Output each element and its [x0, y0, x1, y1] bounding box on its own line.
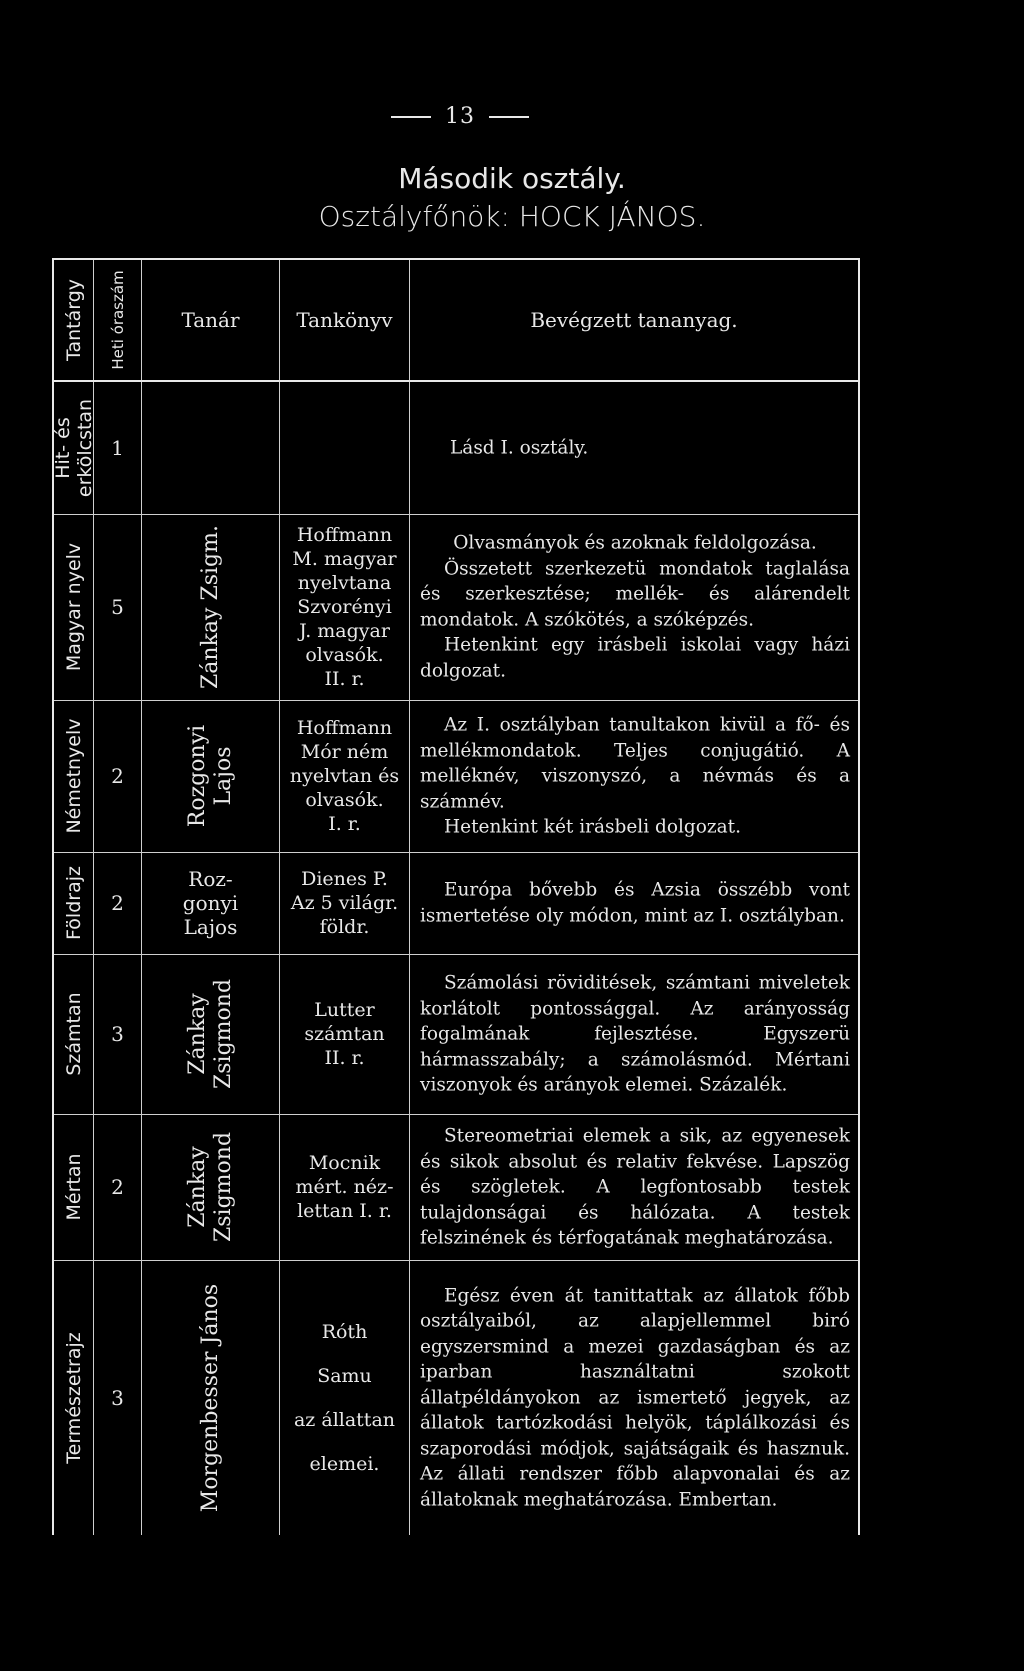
hours-value: 2: [111, 1175, 124, 1199]
textbook-cell: [280, 1114, 410, 1260]
textbook-line: Dienes P.: [301, 868, 388, 890]
content-paragraph: Hetenkint egy irásbeli iskolai vagy házi dolgozat.: [420, 634, 850, 681]
teacher-line: Roz-: [188, 867, 233, 891]
content-text: [420, 1123, 850, 1251]
teacher-line: Zsigmond: [210, 978, 236, 1090]
dash-right: [489, 116, 529, 118]
textbook-cell: [280, 1260, 410, 1535]
textbook-line: Hoffmann: [296, 524, 393, 546]
header-hours-label: Heti óraszám: [108, 270, 127, 370]
header-subject-label: Tantárgy: [62, 278, 85, 362]
content-paragraph: Összetett szerkezetü mondatok taglalása és szerkesztése; mellék- és alárendelt mondatok. A szókötés, a szóképzés.: [420, 558, 850, 630]
subject-line: Hit- és: [51, 417, 74, 479]
subject-label: [52, 399, 96, 497]
textbook-line: Az 5 világr.: [290, 892, 399, 914]
header-hours: [94, 260, 142, 380]
header-content-label: Bevégzett tananyag.: [530, 308, 738, 332]
subject-cell: [54, 1114, 94, 1260]
subject-cell: [51, 382, 96, 514]
teacher-cell: [142, 382, 280, 514]
teacher-line: Rozgonyi: [184, 724, 210, 828]
content-text: [420, 1283, 850, 1513]
table-row: [54, 1260, 858, 1535]
textbook-text: [284, 867, 405, 939]
textbook-cell: [280, 700, 410, 852]
content-cell: [410, 700, 858, 852]
table-row: [54, 954, 858, 1115]
textbook-cell: [280, 514, 410, 700]
teacher-line: Lajos: [183, 915, 238, 939]
textbook-line: II. r.: [324, 1047, 365, 1069]
teacher-cell: [142, 954, 280, 1114]
content-text: [420, 531, 850, 684]
content-paragraph: Egész éven át tanittattak az állatok főbb osztályaiból, az alapjellemmel biró egyszersmind a mezei gazdaságban és az iparban használtatni szokott állatpéldányokon az ismertető jegyek, az állatok tartózkodási helyök, táplálkozási és szaporodási módjok, sajátságaik és hasznuk. Az állati rendszer főbb alapvonalai és az állatoknak meghatározása. Embertan.: [420, 1284, 850, 1510]
content-text: [420, 970, 850, 1098]
subject-label: Mértan: [62, 1153, 85, 1221]
content-cell: [410, 954, 858, 1114]
table-row: [54, 852, 858, 955]
textbook-line: I. r.: [328, 813, 361, 835]
content-text: [450, 435, 850, 461]
teacher-cell: [142, 852, 280, 954]
textbook-line: Mór ném: [300, 741, 389, 763]
textbook-text: [284, 1310, 405, 1486]
teacher-cell: [142, 1114, 280, 1260]
table-row: [54, 1114, 858, 1261]
content-paragraph: Európa bővebb és Azsia összébb vont ismertetése oly módon, mint az I. osztályban.: [420, 879, 850, 926]
textbook-line: Róth: [321, 1320, 368, 1343]
header-subject: [54, 260, 94, 380]
table-row: [54, 700, 858, 853]
teacher-line: gonyi: [182, 891, 239, 915]
textbook-line: elemei.: [309, 1452, 380, 1475]
textbook-line: M. magyar: [292, 548, 397, 570]
subject-label: Földrajz: [62, 866, 85, 940]
content-paragraph: Olvasmányok és azoknak feldolgozása.: [453, 532, 817, 554]
hours-value: 3: [111, 1022, 124, 1046]
textbook-line: mért. néz-: [295, 1176, 394, 1198]
dash-left: [391, 116, 431, 118]
textbook-cell: [280, 382, 410, 514]
subject-label: Számtan: [62, 992, 85, 1076]
hours-value: 5: [111, 595, 124, 619]
hours-cell: [94, 514, 142, 700]
textbook-text: [284, 716, 405, 836]
content-cell: [410, 382, 858, 514]
textbook-line: lettan I. r.: [297, 1200, 392, 1222]
header-teacher: [142, 260, 280, 380]
teacher-name: Zánkay Zsigm.: [197, 525, 223, 689]
teacher-cell: [142, 1260, 280, 1535]
textbook-cell: [280, 954, 410, 1114]
subject-cell: [54, 514, 94, 700]
content-paragraph: Stereometriai elemek a sik, az egyenesek és sikok absolut és relativ fekvése. Lapszög és szögletek. A legfontosabb testek tulajdonságai és hálózata. A testek felszinének és térfogatának meghatározása.: [420, 1125, 850, 1249]
textbook-line: nyelvtan és: [289, 765, 400, 787]
teacher-line: Zsigmond: [210, 1131, 236, 1243]
textbook-line: földr.: [319, 916, 370, 938]
hours-cell: [94, 1260, 142, 1535]
textbook-line: J. magyar: [299, 620, 390, 642]
page-number: [360, 104, 560, 129]
hours-cell: [94, 954, 142, 1114]
header-teacher-label: Tanár: [181, 308, 240, 332]
teacher-name: Morgenbesser János: [197, 1283, 223, 1512]
textbook-line: az állattan: [293, 1408, 396, 1431]
subject-label: Természetrajz: [62, 1331, 85, 1464]
page-number-text: 13: [445, 104, 475, 129]
textbook-text: [284, 1151, 405, 1223]
hours-value: 3: [111, 1385, 124, 1410]
textbook-cell: [280, 852, 410, 954]
textbook-line: számtan: [304, 1023, 385, 1045]
table-row: [51, 382, 858, 515]
content-cell: [410, 1260, 858, 1535]
content-cell: [410, 852, 858, 954]
teacher-name: [185, 725, 237, 827]
teacher-line: Lajos: [210, 746, 236, 806]
teacher-line: Zánkay: [184, 1146, 210, 1228]
content-cell: [410, 1114, 858, 1260]
subject-cell: [54, 954, 94, 1114]
header-textbook-label: Tankönyv: [296, 308, 393, 332]
textbook-line: Hoffmann: [296, 717, 393, 739]
hours-value: 2: [111, 891, 124, 915]
textbook-line: nyelvtana: [297, 572, 392, 594]
class-title: Második osztály.: [398, 162, 626, 195]
subject-label: Németnyelv: [62, 718, 85, 834]
textbook-line: Lutter: [314, 999, 375, 1021]
table-header-row: [54, 260, 858, 382]
hours-cell: [94, 852, 142, 954]
textbook-line: Szvorényi: [297, 596, 392, 618]
content-text: [420, 878, 850, 929]
content-paragraph: Lásd I. osztály.: [450, 437, 589, 459]
textbook-text: [284, 998, 405, 1070]
content-paragraph: Számolási röviditések, számtani miveletek korlátolt pontossággal. Az arányosság fogalmának fejlesztése. Egyszerü hármasszabály; a számolásmód. Mértani viszonyok és arányok elemei. Százalék.: [420, 972, 850, 1096]
subject-cell: [54, 1260, 94, 1535]
subject-label: Magyar nyelv: [62, 542, 85, 672]
teacher-line: Zánkay: [184, 993, 210, 1075]
hours-cell: [94, 700, 142, 852]
textbook-line: II. r.: [324, 668, 365, 690]
teacher-cell: [142, 514, 280, 700]
hours-value: 2: [111, 764, 124, 788]
teacher-name: [185, 1132, 237, 1242]
subject-line: erkölcstan: [73, 398, 96, 498]
content-text: [420, 712, 850, 840]
hours-cell: [94, 1114, 142, 1260]
content-paragraph: Hetenkint két irásbeli dolgozat.: [444, 816, 741, 838]
textbook-line: Mocnik: [308, 1152, 381, 1174]
content-paragraph: Az I. osztályban tanultakon kivül a fő- és mellékmondatok. Teljes conjugátió. A melléknév, viszonyszó, a névmás és a számnév.: [420, 714, 850, 812]
textbook-line: olvasók.: [305, 789, 384, 811]
content-cell: [410, 514, 858, 700]
class-head: Osztályfőnök: HOCK JÁNOS.: [318, 200, 706, 233]
table-row: [54, 514, 858, 701]
textbook-text: [284, 523, 405, 691]
teacher-name: [146, 867, 275, 939]
teacher-cell: [142, 700, 280, 852]
header-textbook: [280, 260, 410, 380]
textbook-line: Samu: [317, 1364, 372, 1387]
teacher-name: [185, 979, 237, 1089]
hours-value: 1: [111, 436, 124, 460]
textbook-line: olvasók.: [305, 644, 384, 666]
subject-cell: [54, 852, 94, 954]
hours-cell: [94, 382, 142, 514]
curriculum-table: [52, 258, 860, 1535]
subject-cell: [54, 700, 94, 852]
header-content: [410, 260, 858, 380]
